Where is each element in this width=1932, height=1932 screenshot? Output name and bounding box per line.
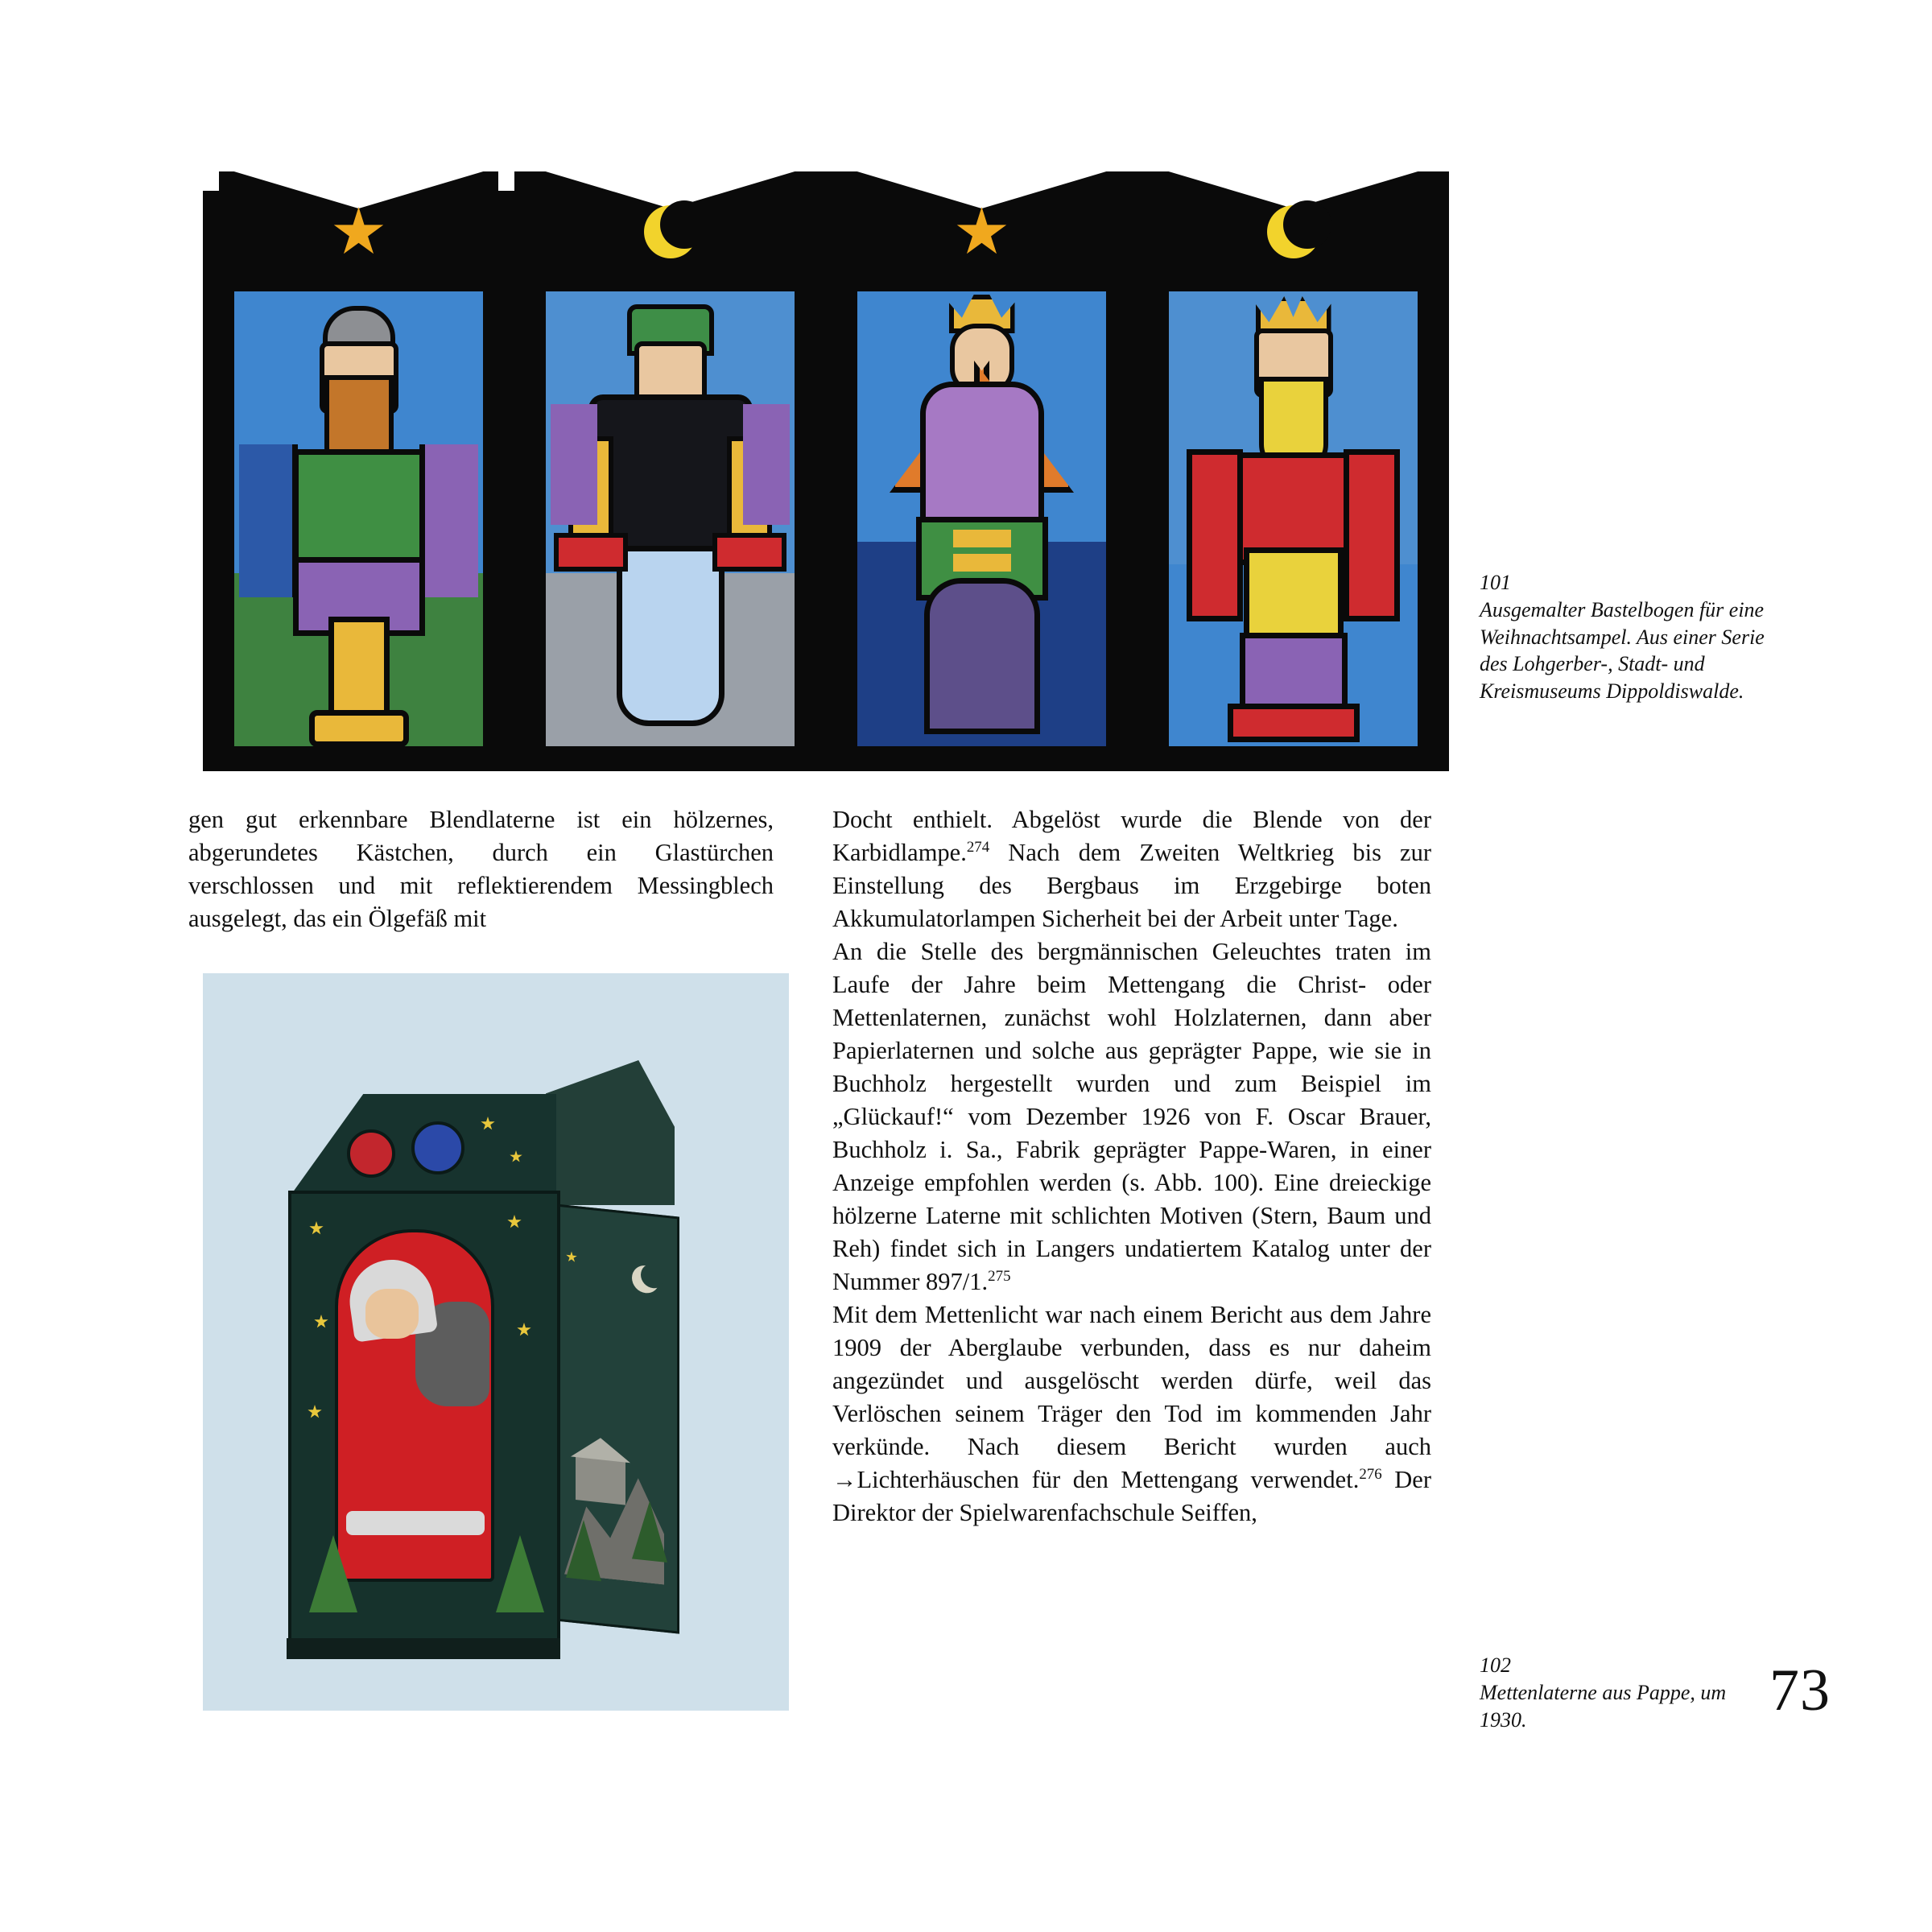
santa-motif — [335, 1229, 494, 1582]
figure-102-image — [203, 973, 789, 1711]
star-icon — [333, 207, 385, 258]
figure-101-number: 101 — [1480, 571, 1511, 594]
footnote-ref-275: 275 — [988, 1268, 1011, 1286]
paragraph-3-text-after: Der Direktor der Spielwarenfachschule Seiffen, — [832, 1466, 1431, 1527]
figure-102-caption-text: Mettenlaterne aus Pappe, um 1930. — [1480, 1680, 1727, 1732]
left-column-paragraph: gen gut erkennbare Blendlaterne ist ein hölzernes, abgerundetes Kästchen, durch ein Glastürchen verschlossen und mit reflektierendem Messingblech ausgelegt, das ein Ölgefäß mit — [188, 806, 774, 933]
mettenlaterne-object — [280, 1046, 699, 1682]
bastelbogen-panel-1 — [203, 171, 514, 771]
figure-102-caption — [1480, 1652, 1745, 1733]
moon-icon — [644, 205, 697, 258]
figure-102-number: 102 — [1480, 1653, 1511, 1677]
page-number: 73 — [1769, 1657, 1831, 1724]
right-column-paragraph-2 — [832, 935, 1431, 1298]
footnote-ref-276: 276 — [1359, 1466, 1382, 1484]
bastelbogen-panel-4 — [1137, 171, 1449, 771]
lantern-side-panel — [552, 1203, 679, 1634]
star-icon — [956, 207, 1008, 258]
right-column-paragraph-3 — [832, 1298, 1431, 1530]
figure-101-image — [203, 171, 1449, 771]
panel-window-1 — [227, 284, 490, 753]
panel-window-4 — [1162, 284, 1425, 753]
moon-icon — [1267, 205, 1320, 258]
body-text-left-column — [188, 803, 774, 935]
bastelbogen-panel-3 — [826, 171, 1137, 771]
bastelbogen-panels — [203, 171, 1449, 771]
figure-101-caption — [1480, 569, 1769, 705]
paragraph-3-text-before: Mit dem Mettenlicht war nach einem Bericht aus dem Jahre 1909 der Aberglaube verbunden, dass es nur daheim angezündet und ausgelöscht werden dürfe, weil das Verlöschen seinem Träger den Tod im kommenden Jahr verkünde. Nach diesem Bericht wurden auch →Lichterhäuschen für den Mettengang verwendet. — [832, 1301, 1431, 1494]
right-column-paragraph-1 — [832, 803, 1431, 935]
lantern-front-panel — [288, 1191, 560, 1648]
panel-window-3 — [850, 284, 1113, 753]
body-text-right-column — [832, 803, 1431, 1530]
paragraph-1-text-before: Docht enthielt. Abgelöst wurde die Blende von der Karbidlampe. — [832, 806, 1431, 867]
panel-window-2 — [539, 284, 802, 753]
bastelbogen-panel-2 — [514, 171, 826, 771]
paragraph-1-text-after: Nach dem Zweiten Weltkrieg bis zur Einstellung des Bergbaus im Erzgebirge boten Akkumulatorlampen Sicherheit bei der Arbeit unter Tage. — [832, 839, 1431, 933]
figure-101-caption-text: Ausgemalter Bastelbogen für eine Weihnachtsampel. Aus einer Serie des Lohgerber-, Stadt- und Kreismuseums Dippoldiswalde. — [1480, 597, 1765, 704]
paragraph-2-text-before: An die Stelle des bergmännischen Geleuchtes traten im Laufe der Jahre beim Mettengang die Christ- oder Mettenlaternen, zunächst wohl Holzlaternen, dann aber Papierlaternen und solche aus geprägter Pappe, wie sie in Buchholz hergestellt wurden und zum Beispiel im „Glückauf!“ vom Dezember 1926 von F. Oscar Brauer, Buchholz i. Sa., Fabrik geprägter Pappe-Waren, in einer Anzeige empfohlen werden (s. Abb. 100). Eine dreieckige hölzerne Laterne mit schlichten Motiven (Stern, Baum und Reh) findet sich in Langers undatiertem Katalog unter der Nummer 897/1. — [832, 938, 1431, 1296]
footnote-ref-274: 274 — [966, 838, 990, 856]
